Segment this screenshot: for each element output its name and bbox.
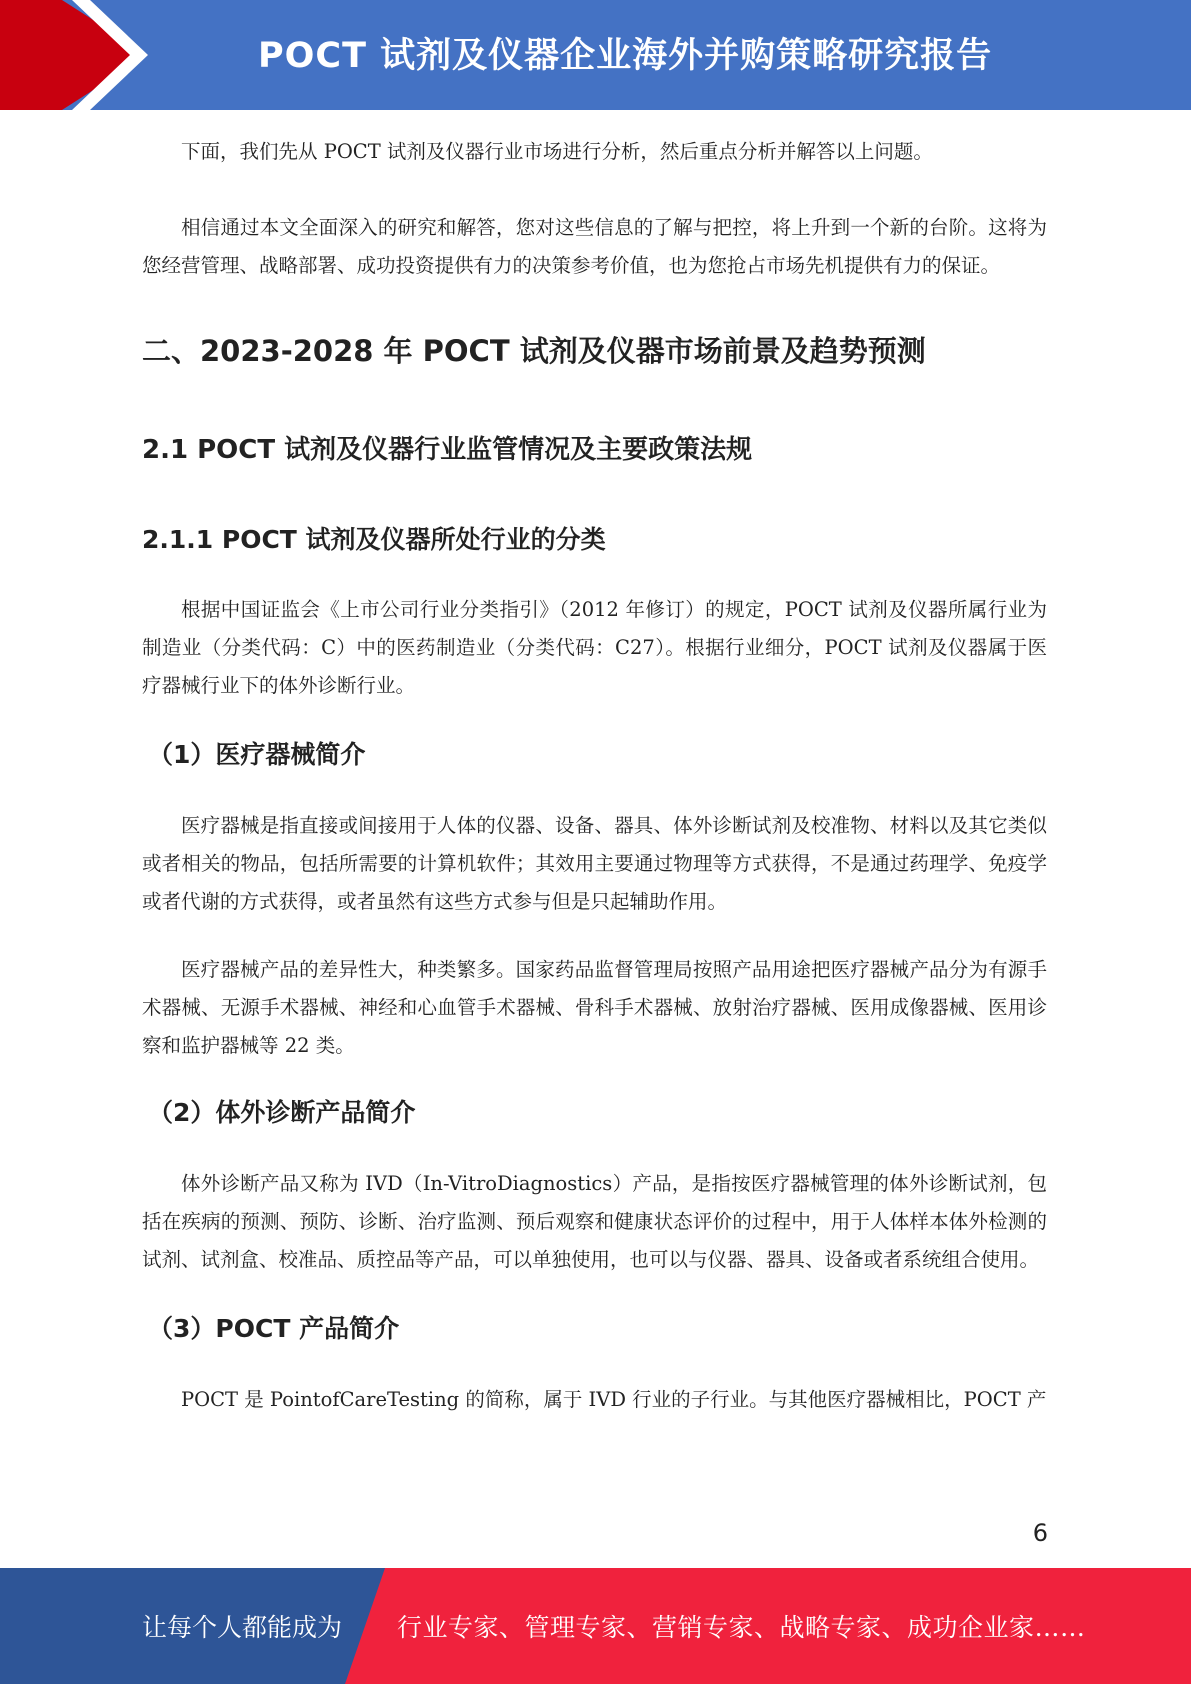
page-header bbox=[0, 0, 1191, 110]
footer-slogan-right: 行业专家、管理专家、营销专家、战略专家、成功企业家…… bbox=[397, 1613, 1086, 1642]
page-footer bbox=[0, 1568, 1191, 1684]
item3-heading: （3）POCT 产品简介 bbox=[148, 1314, 400, 1343]
item2-heading: （2）体外诊断产品简介 bbox=[148, 1098, 416, 1127]
section-heading: 二、2023-2028 年 POCT 试剂及仪器市场前景及趋势预测 bbox=[142, 334, 926, 368]
item1-paragraph-1: 医疗器械是指直接或间接用于人体的仪器、设备、器具、体外诊断试剂及校准物、材料以及其它类似或者相关的物品，包括所需要的计算机软件；其效用主要通过物理等方式获得，不是通过药理学、免疫学或者代谢的方式获得，或者虽然有这些方式参与但是只起辅助作用。 bbox=[142, 814, 1047, 913]
item1-paragraph-2: 医疗器械产品的差异性大，种类繁多。国家药品监督管理局按照产品用途把医疗器械产品分为有源手术器械、无源手术器械、神经和心血管手术器械、骨科手术器械、放射治疗器械、医用成像器械、医用诊察和监护器械等 22 类。 bbox=[142, 958, 1047, 1057]
main-content bbox=[142, 133, 1047, 1419]
footer-slogan-left: 让每个人都能成为 bbox=[142, 1613, 343, 1642]
item3-paragraph: POCT 是 PointofCareTesting 的简称，属于 IVD 行业的子行业。与其他医疗器械相比，POCT 产 bbox=[181, 1388, 1047, 1411]
header-title: POCT 试剂及仪器企业海外并购策略研究报告 bbox=[258, 36, 993, 76]
classification-paragraph: 根据中国证监会《上市公司行业分类指引》（2012 年修订）的规定，POCT 试剂及仪器所属行业为制造业（分类代码：C）中的医药制造业（分类代码：C27）。根据行业细分，POCT 试剂及仪器属于医疗器械行业下的体外诊断行业。 bbox=[142, 598, 1047, 697]
intro-paragraph-1: 下面，我们先从 POCT 试剂及仪器行业市场进行分析，然后重点分析并解答以上问题。 bbox=[181, 140, 933, 163]
subsubsection-heading: 2.1.1 POCT 试剂及仪器所处行业的分类 bbox=[142, 525, 606, 554]
item1-heading: （1）医疗器械简介 bbox=[148, 740, 366, 769]
page-number: 6 bbox=[1032, 1519, 1048, 1547]
intro-paragraph-2: 相信通过本文全面深入的研究和解答，您对这些信息的了解与把控，将上升到一个新的台阶。这将为您经营管理、战略部署、成功投资提供有力的决策参考价值，也为您抢占市场先机提供有力的保证。 bbox=[142, 216, 1047, 277]
item2-paragraph: 体外诊断产品又称为 IVD（In-VitroDiagnostics）产品，是指按医疗器械管理的体外诊断试剂，包括在疾病的预测、预防、诊断、治疗监测、预后观察和健康状态评价的过程中，用于人体样本体外检测的试剂、试剂盒、校准品、质控品等产品，可以单独使用，也可以与仪器、器具、设备或者系统组合使用。 bbox=[142, 1172, 1047, 1271]
subsection-heading: 2.1 POCT 试剂及仪器行业监管情况及主要政策法规 bbox=[142, 435, 753, 465]
